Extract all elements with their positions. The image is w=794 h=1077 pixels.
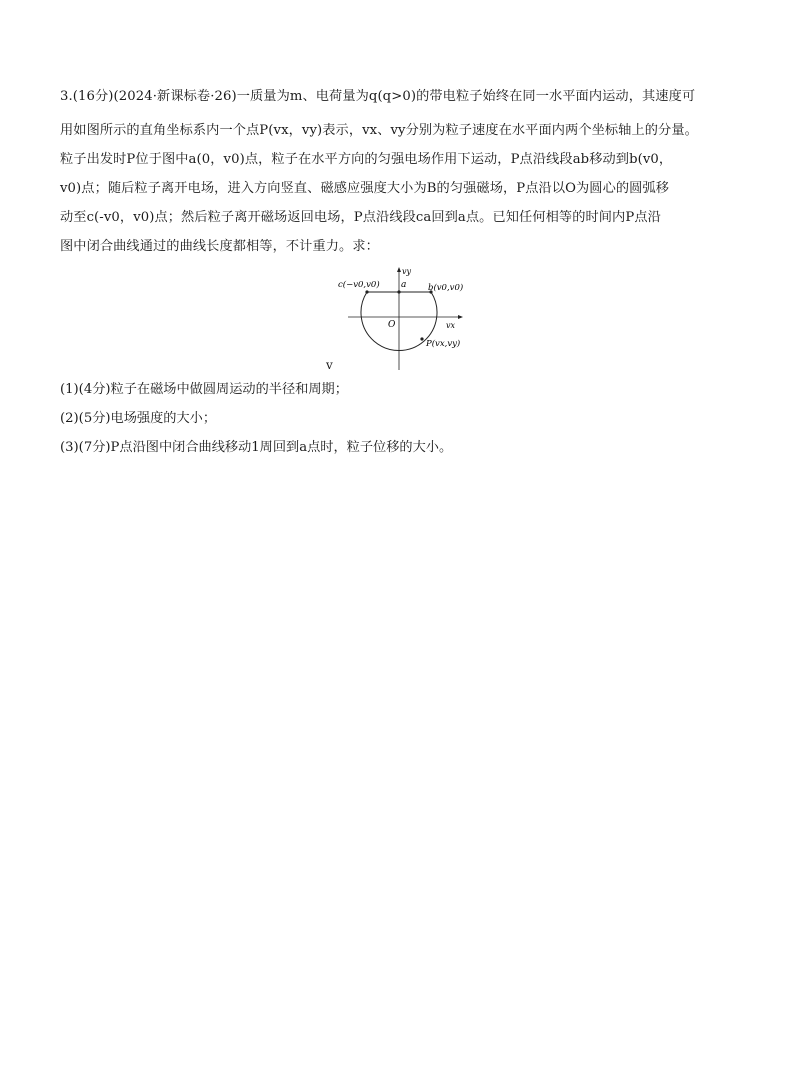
point-c (365, 290, 368, 293)
figure-caption: v (326, 358, 333, 372)
label-a: a (401, 280, 407, 290)
label-b: b(v0,v0) (428, 283, 464, 293)
problem-line-6: 图中闭合曲线通过的曲线长度都相等，不计重力。求： (60, 239, 379, 254)
velocity-diagram (330, 262, 480, 374)
problem-line-3: 粒子出发时P位于图中a(0，v0)点，粒子在水平方向的匀强电场作用下运动，P点沿线段ab移动到b(v0， (60, 152, 673, 167)
point-P (420, 337, 423, 340)
vy-arrow (397, 267, 401, 272)
problem-line-2: 用如图所示的直角坐标系内一个点P(vx，vy)表示，vx、vy分别为粒子速度在水平面内两个坐标轴上的分量。 (60, 123, 698, 138)
question-1: (1)(4分)粒子在磁场中做圆周运动的半径和周期； (60, 382, 348, 397)
problem-line-4: v0)点；随后粒子离开电场，进入方向竖直、磁感应强度大小为B的匀强磁场，P点沿以O为圆心的圆弧移 (60, 181, 670, 196)
question-3: (3)(7分)P点沿图中闭合曲线移动1周回到a点时，粒子位移的大小。 (60, 440, 453, 455)
label-vy: vy (402, 267, 412, 276)
question-2: (2)(5分)电场强度的大小； (60, 411, 217, 426)
vx-arrow (458, 315, 463, 319)
label-O: O (388, 320, 396, 330)
label-P: P(vx,vy) (426, 339, 461, 349)
problem-line-1: 3.(16分)(2024·新课标卷·26)一质量为m、电荷量为q(q>0)的带电粒子始终在同一水平面内运动，其速度可 (60, 89, 696, 104)
problem-line-5: 动至c(-v0，v0)点；然后粒子离开磁场返回电场，P点沿线段ca回到a点。已知任何相等的时间内P点沿 (60, 210, 661, 225)
point-a (397, 290, 400, 293)
label-vx: vx (446, 321, 456, 330)
label-c: c(−v0,v0) (338, 280, 380, 290)
